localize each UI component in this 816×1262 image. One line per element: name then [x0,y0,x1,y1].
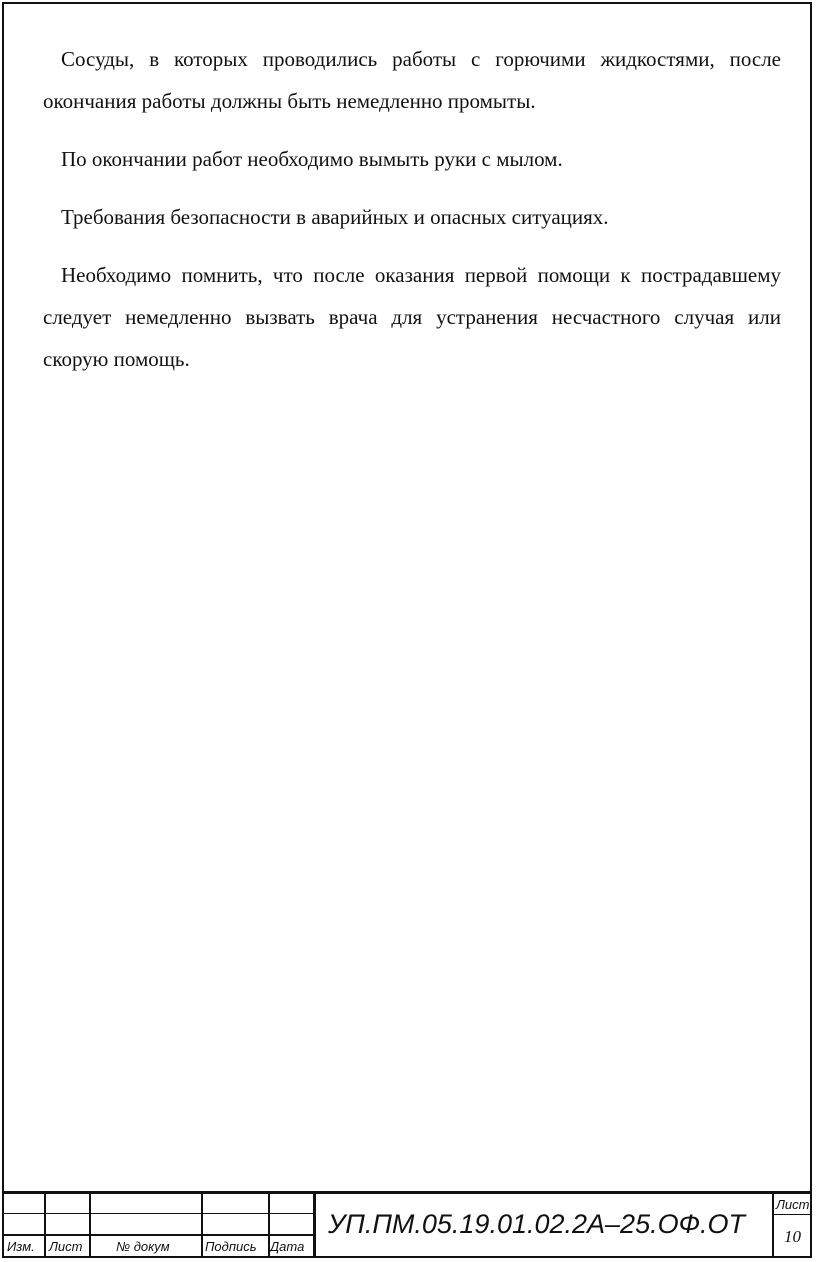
title-block-top-border [2,1191,812,1194]
paragraph-2: По окончании работ необходимо вымыть руки с мылом. [61,147,563,171]
paragraph-3: Требования безопасности в аварийных и опасных ситуациях. [61,205,609,229]
label-list: Лист [49,1239,83,1254]
label-doc-number: № докум [116,1239,170,1254]
grid-col-line-1 [44,1191,46,1258]
document-code: УП.ПМ.05.19.01.02.2А–25.ОФ.ОТ [328,1209,746,1239]
paragraph-1: Сосуды, в которых проводились работы с горючими жидкостями, после окончания работы должны быть немедленно промыты. [43,47,781,113]
sheet-cell-left-border [772,1191,774,1258]
label-izm: Изм. [7,1239,35,1254]
grid-col-line-3 [201,1191,203,1258]
grid-col-line-2 [89,1191,91,1258]
sheet-number: 10 [784,1227,801,1246]
title-block [2,1191,812,1258]
label-signature: Подпись [205,1239,257,1254]
document-body [43,38,781,380]
sheet-cell-divider [772,1214,812,1215]
sheet-label: Лист [776,1197,810,1212]
paragraph-4: Необходимо помнить, что после оказания первой помощи к пострадавшему следует немедленно вызвать врача для устранения несчастного случая или скорую помощь. [43,263,781,371]
grid-col-line-5 [313,1191,316,1258]
label-date: Дата [270,1239,305,1254]
